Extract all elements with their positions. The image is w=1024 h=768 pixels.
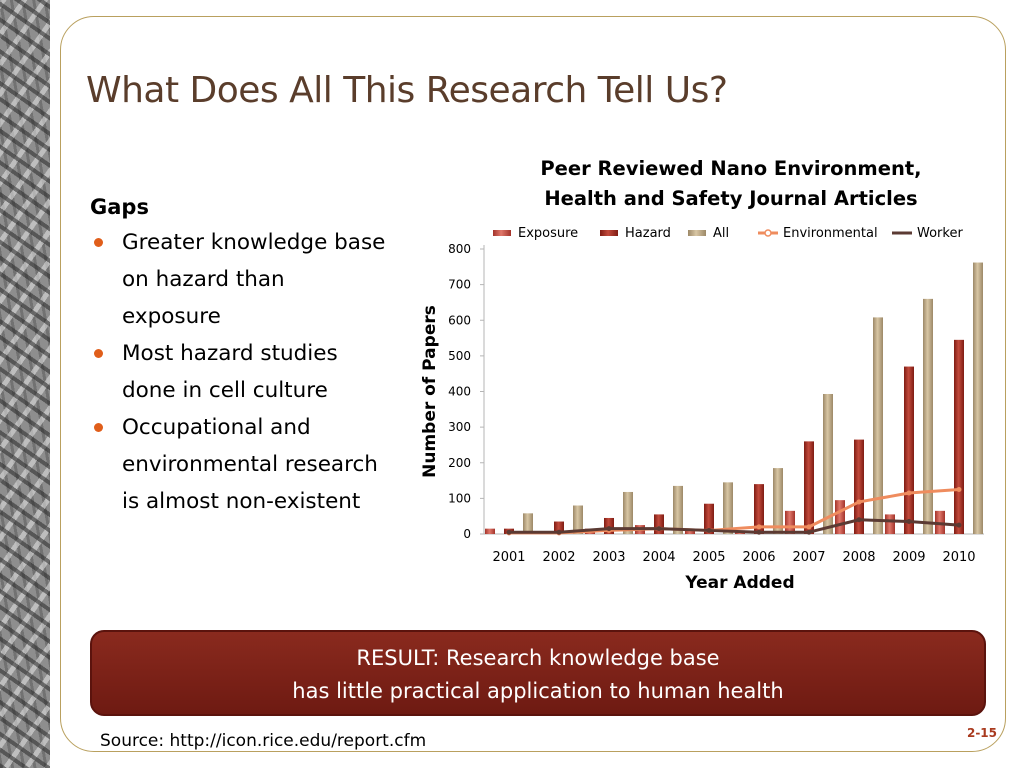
- legend-swatch-all: [688, 230, 706, 236]
- point-worker: [607, 526, 612, 531]
- x-axis-title: Year Added: [685, 573, 795, 593]
- x-tick-label: 2004: [642, 550, 676, 565]
- x-tick-label: 2010: [942, 550, 976, 565]
- y-tick-label: 600: [448, 313, 471, 328]
- gaps-bullet-item: [90, 335, 390, 409]
- gaps-bullet-text: Most hazard studies done in cell culture: [122, 341, 338, 403]
- point-worker: [557, 530, 562, 535]
- point-environmental: [757, 524, 762, 529]
- y-tick-label: 400: [448, 384, 471, 399]
- gaps-heading: Gaps: [90, 195, 149, 219]
- slide-title: What Does All This Research Tell Us?: [86, 70, 728, 111]
- x-tick-label: 2005: [692, 550, 726, 565]
- bar-hazard: [804, 441, 814, 534]
- legend-marker-environmental: [765, 230, 771, 236]
- y-axis-title: Number of Papers: [420, 305, 440, 478]
- x-tick-label: 2007: [792, 550, 826, 565]
- gaps-bullet-text: Greater knowledge base on hazard than exposure: [122, 230, 386, 329]
- bar-all: [723, 482, 733, 534]
- y-tick-label: 500: [448, 348, 471, 363]
- papers-chart: [400, 220, 1000, 600]
- point-environmental: [907, 491, 912, 496]
- legend-swatch-hazard: [600, 230, 618, 236]
- bullet-dot-icon: [94, 423, 103, 432]
- point-environmental: [807, 524, 812, 529]
- point-environmental: [957, 487, 962, 492]
- y-tick-label: 700: [448, 277, 471, 292]
- gaps-bullet-text: Occupational and environmental research is almost non-existent: [122, 415, 378, 514]
- gaps-list: [90, 224, 390, 520]
- source-citation: Source: http://icon.rice.edu/report.cfm: [100, 731, 427, 751]
- point-worker: [957, 523, 962, 528]
- chart-title: [466, 154, 996, 214]
- x-tick-label: 2001: [492, 550, 526, 565]
- bullet-dot-icon: [94, 238, 103, 247]
- bar-all: [823, 394, 833, 534]
- bar-hazard: [954, 340, 964, 534]
- page-number: 2-15: [966, 726, 997, 740]
- bar-all: [873, 317, 883, 534]
- y-tick-label: 100: [448, 491, 471, 506]
- x-tick-label: 2003: [592, 550, 626, 565]
- gaps-bullet-item: [90, 224, 390, 335]
- chart-title-line-2: Health and Safety Journal Articles: [544, 187, 918, 210]
- bar-exposure: [485, 529, 495, 534]
- bar-all: [673, 486, 683, 534]
- y-tick-label: 0: [463, 527, 471, 541]
- legend-label-all: All: [713, 226, 730, 241]
- gaps-bullet-item: [90, 409, 390, 520]
- y-tick-label: 800: [448, 242, 471, 256]
- x-tick-label: 2002: [542, 550, 576, 565]
- legend-swatch-exposure: [493, 230, 511, 236]
- gaps-section: [90, 190, 390, 520]
- bar-exposure: [785, 511, 795, 534]
- result-line-1: RESULT: Research knowledge base: [356, 646, 720, 670]
- bar-all: [973, 263, 983, 534]
- bar-exposure: [835, 500, 845, 534]
- y-tick-label: 200: [448, 455, 471, 470]
- legend-label-exposure: Exposure: [518, 226, 579, 241]
- x-tick-label: 2006: [742, 550, 776, 565]
- bar-hazard: [904, 367, 914, 534]
- x-tick-label: 2008: [842, 550, 876, 565]
- point-worker: [807, 530, 812, 535]
- y-tick-label: 300: [448, 420, 471, 435]
- point-environmental: [857, 499, 862, 504]
- point-worker: [907, 519, 912, 524]
- point-worker: [707, 528, 712, 533]
- bar-all: [773, 468, 783, 534]
- result-line-2: has little practical application to human health: [292, 679, 784, 703]
- legend-label-hazard: Hazard: [625, 226, 671, 241]
- bar-exposure: [885, 514, 895, 534]
- point-worker: [507, 530, 512, 535]
- legend-label-environmental: Environmental: [783, 226, 878, 241]
- chart-title-line-1: Peer Reviewed Nano Environment,: [540, 157, 922, 180]
- legend-label-worker: Worker: [917, 226, 963, 241]
- bar-all: [923, 299, 933, 534]
- point-worker: [857, 517, 862, 522]
- bullet-dot-icon: [94, 349, 103, 358]
- x-tick-label: 2009: [892, 550, 926, 565]
- decorative-side-strip: [0, 0, 50, 768]
- point-worker: [757, 530, 762, 535]
- point-worker: [657, 526, 662, 531]
- result-banner: [90, 630, 986, 716]
